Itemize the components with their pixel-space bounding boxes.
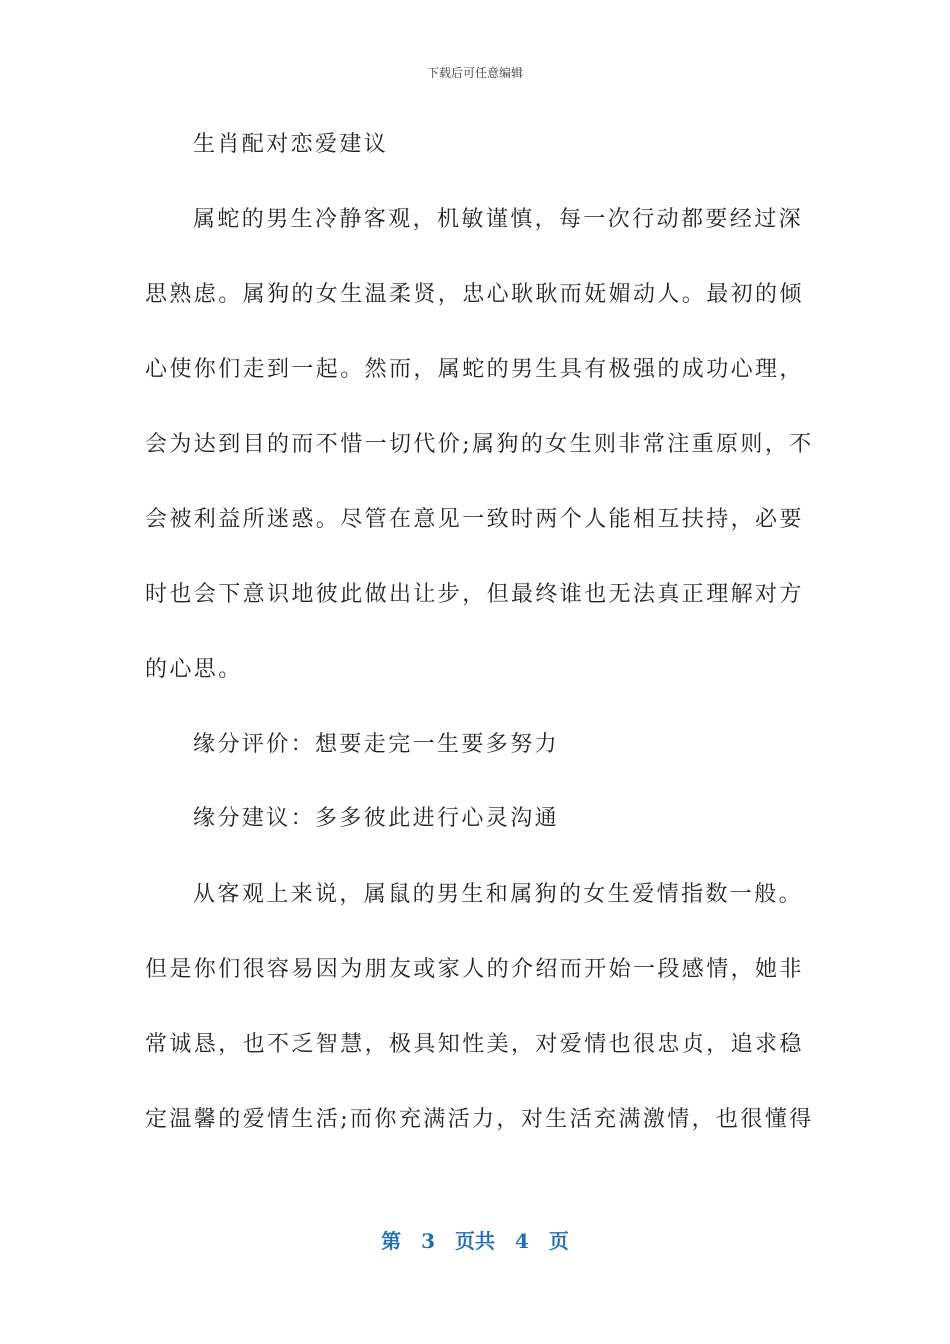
fate-advice-line: 缘分建议：多多彼此进行心灵沟通 xyxy=(193,806,560,831)
section-title: 生肖配对恋爱建议 xyxy=(193,132,389,157)
paragraph-line: 常诚恳，也不乏智慧，极具知性美，对爱情也很忠贞，追求稳 xyxy=(145,1032,804,1057)
paragraph-line: 定温馨的爱情生活;而你充满活力，对生活充满激情，也很懂得 xyxy=(145,1107,814,1132)
footer-prefix: 第 xyxy=(381,1229,402,1253)
paragraph-line: 心使你们走到一起。然而，属蛇的男生具有极强的成功心理， xyxy=(145,357,804,382)
footer-suffix: 页 xyxy=(548,1229,569,1253)
paragraph-line: 时也会下意识地彼此做出让步，但最终谁也无法真正理解对方 xyxy=(145,582,804,607)
paragraph-line: 属蛇的男生冷静客观，机敏谨慎，每一次行动都要经过深 xyxy=(193,207,804,232)
footer-middle: 页共 xyxy=(455,1229,495,1253)
total-page-number: 4 xyxy=(515,1229,529,1253)
current-page-number: 3 xyxy=(421,1229,435,1253)
paragraph-line: 会为达到目的而不惜一切代价;属狗的女生则非常注重原则，不 xyxy=(145,432,814,457)
page-number-footer xyxy=(0,1225,950,1254)
paragraph-line: 的心思。 xyxy=(145,657,243,682)
fate-rating-line: 缘分评价：想要走完一生要多努力 xyxy=(193,732,560,757)
paragraph-line: 思熟虑。属狗的女生温柔贤，忠心耿耿而妩媚动人。最初的倾 xyxy=(145,282,804,307)
paragraph-line: 从客观上来说，属鼠的男生和属狗的女生爱情指数一般。 xyxy=(193,882,804,907)
paragraph-line: 会被利益所迷惑。尽管在意见一致时两个人能相互扶持，必要 xyxy=(145,507,804,532)
page-header-note: 下载后可任意编辑 xyxy=(426,66,523,80)
paragraph-line: 但是你们很容易因为朋友或家人的介绍而开始一段感情，她非 xyxy=(145,957,804,982)
